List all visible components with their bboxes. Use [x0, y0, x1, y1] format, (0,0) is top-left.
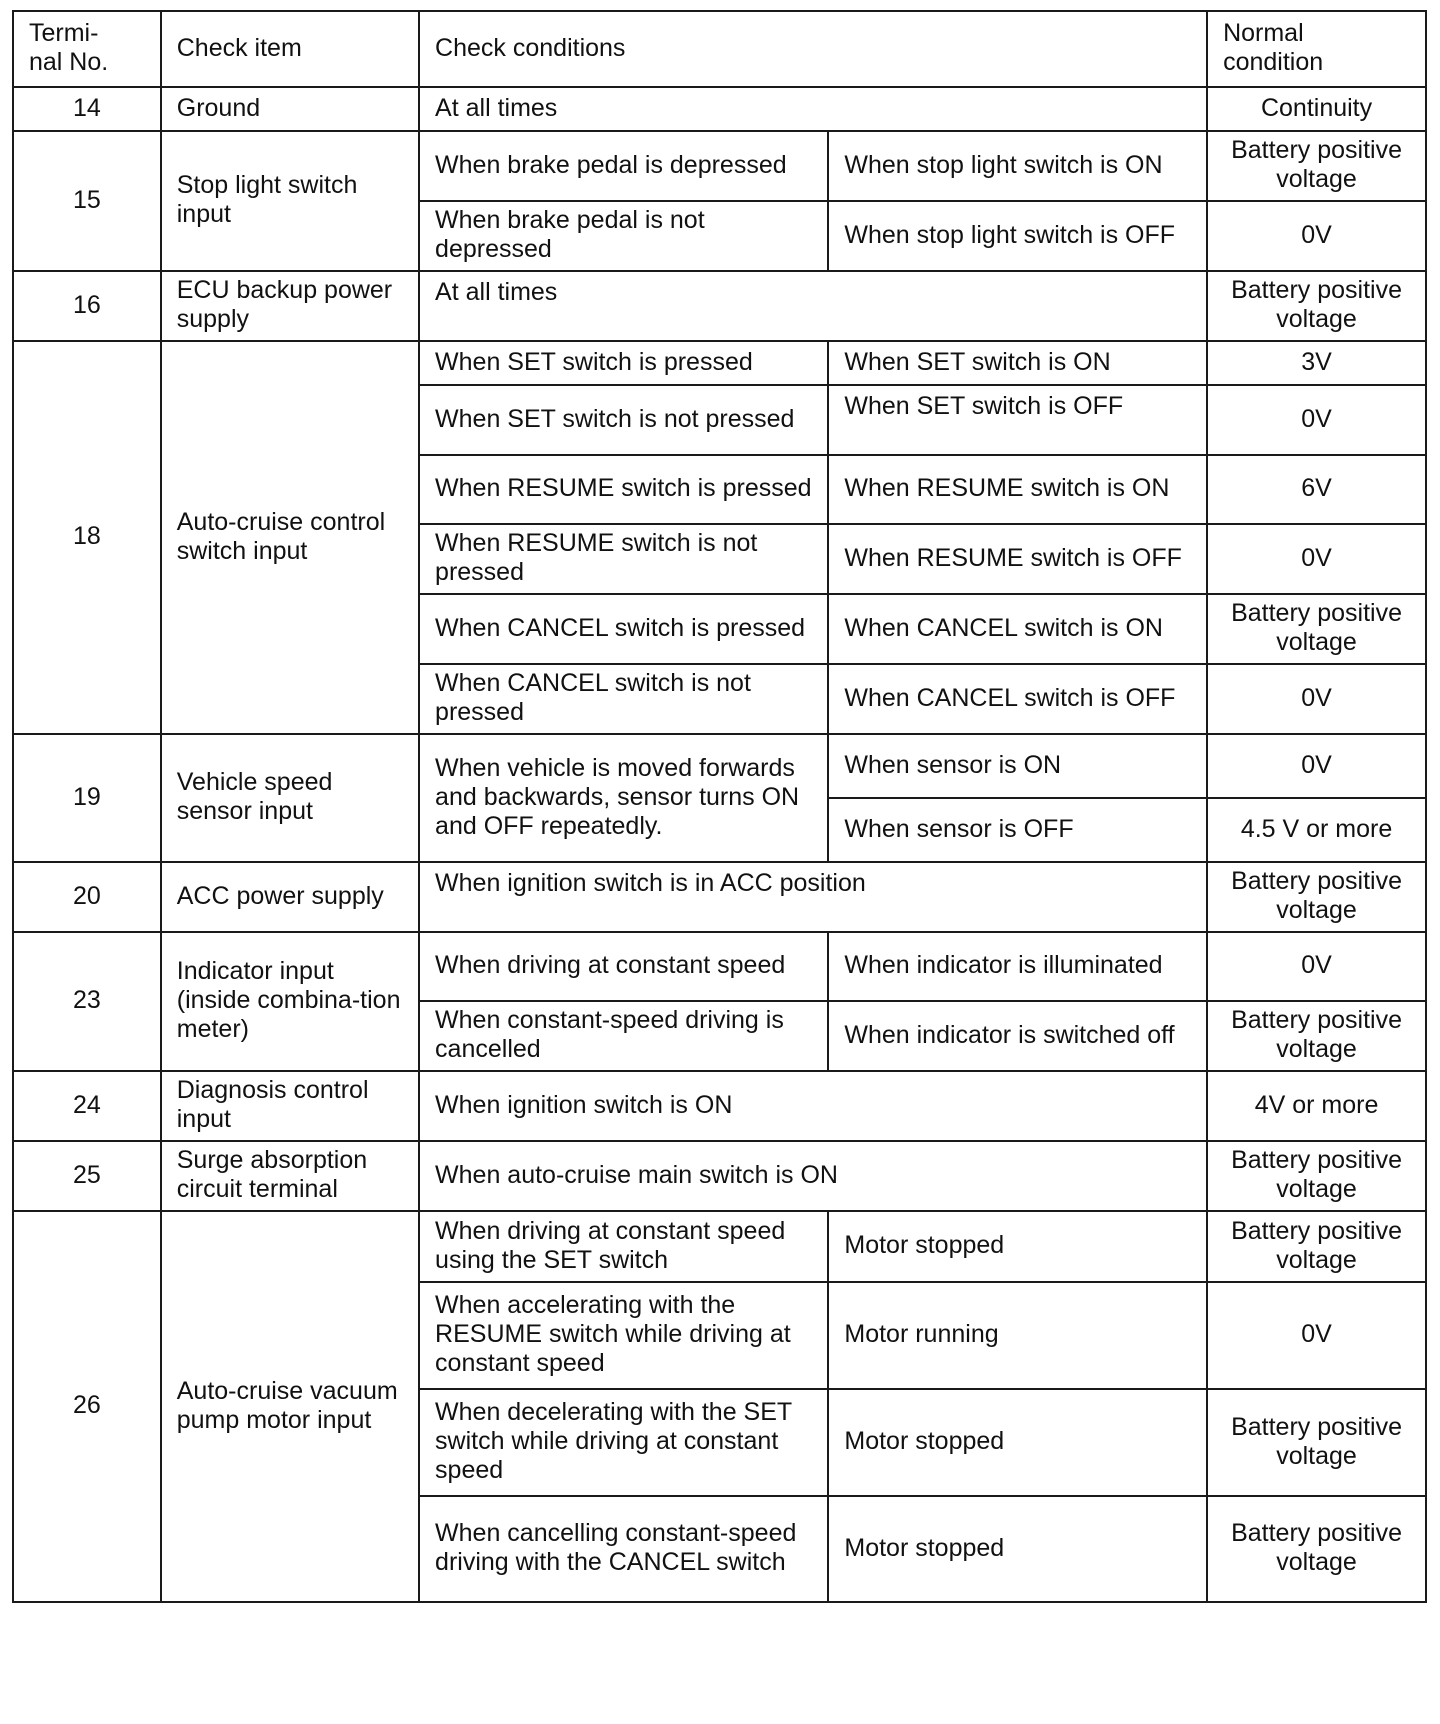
- check-condition-detail: When indicator is illuminated: [828, 932, 1207, 1001]
- check-condition-detail: When CANCEL switch is OFF: [828, 664, 1207, 734]
- table-row: [13, 341, 1426, 385]
- check-condition: When ignition switch is in ACC position: [419, 862, 1207, 932]
- terminal-check-table-sheet: [12, 10, 1427, 1603]
- table-row: [13, 862, 1426, 932]
- normal-condition: 6V: [1207, 455, 1426, 524]
- normal-condition: Battery positive voltage: [1207, 1141, 1426, 1211]
- terminal-number: 19: [13, 734, 161, 862]
- terminal-number: 18: [13, 341, 161, 734]
- check-item: ACC power supply: [161, 862, 419, 932]
- terminal-number: 26: [13, 1211, 161, 1602]
- check-item: Indicator input (inside combina-tion meter): [161, 932, 419, 1071]
- normal-condition: Battery positive voltage: [1207, 271, 1426, 341]
- check-item: Vehicle speed sensor input: [161, 734, 419, 862]
- header-normal-condition: Normal condition: [1207, 11, 1426, 87]
- normal-condition: 0V: [1207, 1282, 1426, 1389]
- check-condition: When SET switch is not pressed: [419, 385, 828, 455]
- check-condition-detail: When SET switch is ON: [828, 341, 1207, 385]
- check-condition: When decelerating with the SET switch while driving at constant speed: [419, 1389, 828, 1496]
- check-condition-detail: When CANCEL switch is ON: [828, 594, 1207, 664]
- terminal-number: 16: [13, 271, 161, 341]
- table-row: [13, 1211, 1426, 1282]
- check-condition-detail: When RESUME switch is ON: [828, 455, 1207, 524]
- check-condition: When ignition switch is ON: [419, 1071, 1207, 1141]
- check-item: Stop light switch input: [161, 131, 419, 271]
- table-row: [13, 1071, 1426, 1141]
- check-condition: When CANCEL switch is not pressed: [419, 664, 828, 734]
- normal-condition: Battery positive voltage: [1207, 862, 1426, 932]
- normal-condition: 0V: [1207, 734, 1426, 798]
- check-condition-detail: When stop light switch is OFF: [828, 201, 1207, 271]
- terminal-number: 25: [13, 1141, 161, 1211]
- check-item: Auto-cruise vacuum pump motor input: [161, 1211, 419, 1602]
- terminal-number: 15: [13, 131, 161, 271]
- check-condition: When RESUME switch is not pressed: [419, 524, 828, 594]
- check-condition-detail: Motor stopped: [828, 1389, 1207, 1496]
- normal-condition: 0V: [1207, 385, 1426, 455]
- check-condition: When vehicle is moved forwards and backwards, sensor turns ON and OFF repeatedly.: [419, 734, 828, 862]
- table-row: [13, 734, 1426, 798]
- table-row: [13, 271, 1426, 341]
- check-condition-detail: When sensor is OFF: [828, 798, 1207, 862]
- check-condition: When driving at constant speed: [419, 932, 828, 1001]
- check-condition: When CANCEL switch is pressed: [419, 594, 828, 664]
- check-condition: When constant-speed driving is cancelled: [419, 1001, 828, 1071]
- normal-condition: 0V: [1207, 932, 1426, 1001]
- check-condition-detail: When SET switch is OFF: [828, 385, 1207, 455]
- normal-condition: 0V: [1207, 664, 1426, 734]
- normal-condition: 4V or more: [1207, 1071, 1426, 1141]
- check-item: ECU backup power supply: [161, 271, 419, 341]
- header-check-conditions: Check conditions: [419, 11, 1207, 87]
- check-condition: At all times: [419, 87, 1207, 131]
- check-condition-detail: When indicator is switched off: [828, 1001, 1207, 1071]
- check-condition: When brake pedal is not depressed: [419, 201, 828, 271]
- check-condition: When driving at constant speed using the SET switch: [419, 1211, 828, 1282]
- terminal-check-table: [12, 10, 1427, 1603]
- check-item: Ground: [161, 87, 419, 131]
- terminal-number: 23: [13, 932, 161, 1071]
- table-row: [13, 131, 1426, 201]
- terminal-number: 14: [13, 87, 161, 131]
- terminal-number: 20: [13, 862, 161, 932]
- check-condition: When cancelling constant-speed driving with the CANCEL switch: [419, 1496, 828, 1602]
- normal-condition: Battery positive voltage: [1207, 1211, 1426, 1282]
- check-condition: At all times: [419, 271, 1207, 341]
- normal-condition: Battery positive voltage: [1207, 1496, 1426, 1602]
- normal-condition: 0V: [1207, 201, 1426, 271]
- check-condition-detail: When RESUME switch is OFF: [828, 524, 1207, 594]
- table-row: [13, 1141, 1426, 1211]
- terminal-number: 24: [13, 1071, 161, 1141]
- check-condition-detail: When sensor is ON: [828, 734, 1207, 798]
- normal-condition: Battery positive voltage: [1207, 1001, 1426, 1071]
- normal-condition: Battery positive voltage: [1207, 594, 1426, 664]
- header-check-item: Check item: [161, 11, 419, 87]
- check-condition-detail: Motor stopped: [828, 1211, 1207, 1282]
- header-terminal: Termi- nal No.: [13, 11, 161, 87]
- normal-condition: 0V: [1207, 524, 1426, 594]
- check-item: Diagnosis control input: [161, 1071, 419, 1141]
- normal-condition: Battery positive voltage: [1207, 1389, 1426, 1496]
- check-condition: When auto-cruise main switch is ON: [419, 1141, 1207, 1211]
- check-item: Surge absorption circuit terminal: [161, 1141, 419, 1211]
- table-row: [13, 932, 1426, 1001]
- table-row: [13, 87, 1426, 131]
- normal-condition: Battery positive voltage: [1207, 131, 1426, 201]
- normal-condition: Continuity: [1207, 87, 1426, 131]
- check-condition-detail: When stop light switch is ON: [828, 131, 1207, 201]
- check-condition: When brake pedal is depressed: [419, 131, 828, 201]
- check-item: Auto-cruise control switch input: [161, 341, 419, 734]
- check-condition: When accelerating with the RESUME switch while driving at constant speed: [419, 1282, 828, 1389]
- normal-condition: 4.5 V or more: [1207, 798, 1426, 862]
- normal-condition: 3V: [1207, 341, 1426, 385]
- check-condition-detail: Motor running: [828, 1282, 1207, 1389]
- check-condition: When RESUME switch is pressed: [419, 455, 828, 524]
- check-condition-detail: Motor stopped: [828, 1496, 1207, 1602]
- check-condition: When SET switch is pressed: [419, 341, 828, 385]
- header-row: [13, 11, 1426, 87]
